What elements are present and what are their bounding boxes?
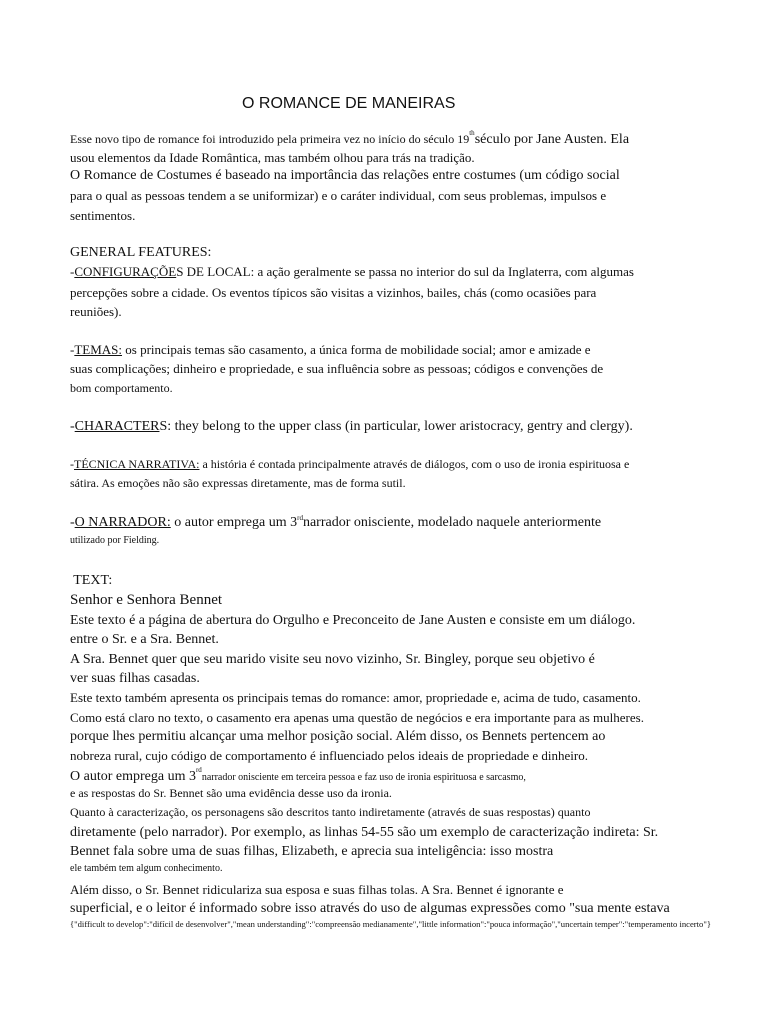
text-line-3: A Sra. Bennet quer que seu marido visite seu novo vizinho, Sr. Bingley, porque seu objetivo é [70, 652, 595, 667]
intro-line-4: para o qual as pessoas tendem a se uniformizar) e o caráter individual, com seus problemas, impulsos e [70, 188, 607, 203]
narrator-line-1 [70, 516, 601, 530]
themes-line-3: bom comportamento. [70, 381, 173, 395]
characters-label-rest: S [159, 419, 168, 434]
narrator-text-b: narrador onisciente, modelado naquele anteriormente [302, 515, 602, 530]
text-line-5: Este texto também apresenta os principais temas do romance: amor, propriedade e, acima de tudo, casamento. [70, 690, 641, 705]
setting-line-2: percepções sobre a cidade. Os eventos típicos são visitas a vizinhos, bailes, chás (como ocasiões para [70, 285, 597, 300]
setting-line-3: reuniões). [70, 304, 122, 319]
text-line-14: Além disso, o Sr. Bennet ridiculariza sua esposa e suas filhas tolas. A Sra. Bennet é ignorante e [70, 882, 564, 897]
narrator-text-a: o autor emprega um 3 [170, 515, 298, 530]
text-line-13: ele também tem algum conhecimento. [70, 863, 223, 874]
narrator-label: O NARRADOR: [74, 515, 171, 530]
setting-label: CONFIGURAÇÕE [74, 264, 177, 279]
superscript: rd [195, 766, 202, 774]
text-line-7: porque lhes permitiu alcançar uma melhor posição social. Além disso, os Bennets pertencem ao [70, 729, 606, 744]
dash: - [70, 342, 75, 357]
technique-label: TÉCNICA NARRATIVA: [74, 457, 200, 471]
general-features-heading: GENERAL FEATURES: [70, 245, 212, 260]
setting-text: : a ação geralmente se passa no interior do sul da Inglaterra, com algumas [250, 264, 634, 279]
themes-line-2: suas complicações; dinheiro e propriedade, e sua influência sobre as pessoas; códigos e convenções de [70, 361, 604, 376]
text-line-1: Este texto é a página de abertura do Orgulho e Preconceito de Jane Austen e consiste em um diálogo. [70, 613, 636, 628]
page-title: O ROMANCE DE MANEIRAS [242, 95, 456, 112]
setting-line-1 [70, 265, 634, 278]
author-line [70, 768, 526, 784]
text-line-8: nobreza rural, cujo código de comportamento é influenciado pelos ideais de propriedade e dinheiro. [70, 748, 589, 763]
text-line-4: ver suas filhas casadas. [70, 671, 200, 686]
text-line-15: superficial, e o leitor é informado sobre isso através do uso de algumas expressões como "sua mente estava [70, 901, 670, 916]
superscript: rd [297, 514, 303, 522]
characters-text: : they belong to the upper class (in particular, lower aristocracy, gentry and clergy). [167, 419, 633, 434]
dash: - [70, 515, 75, 530]
glossary-footer: {"difficult to develop":"difícil de desenvolver","mean understanding":"compreensão medianamente","little information":"pouca informação","uncertain temper":"temperamento incerto"} [70, 919, 711, 929]
text-subtitle: Senhor e Senhora Bennet [70, 592, 223, 608]
author-text-a: O autor emprega um 3 [70, 769, 196, 784]
intro-line-5: sentimentos. [70, 208, 136, 223]
text-line-9: e as respostas do Sr. Bennet são uma evidência desse uso da ironia. [70, 786, 392, 800]
text-line-10: Quanto à caracterização, os personagens são descritos tanto indiretamente (através de suas respostas) quanto [70, 805, 591, 819]
intro-line-3: O Romance de Costumes é baseado na importância das relações entre costumes (um código social [70, 168, 620, 183]
intro-line-2: usou elementos da Idade Romântica, mas também olhou para trás na tradição. [70, 150, 475, 165]
narrator-line-2: utilizado por Fielding. [70, 535, 160, 546]
intro-text-a: Esse novo tipo de romance foi introduzido pela primeira vez no início do século 19 [70, 132, 470, 146]
author-text-b: narrador onisciente em terceira pessoa e faz uso de ironia espirituosa e sarcasmo, [201, 772, 526, 783]
characters-label: CHARACTER [74, 419, 160, 434]
intro-text-b: século por Jane Austen. Ela [474, 132, 630, 147]
setting-label-rest: S DE LOCAL [176, 264, 251, 279]
text-line-11: diretamente (pelo narrador). Por exemplo, as linhas 54-55 são um exemplo de caracterização indireta: Sr. [70, 825, 659, 840]
dash: - [70, 457, 74, 471]
text-line-2: entre o Sr. e a Sra. Bennet. [70, 632, 219, 647]
superscript: th [469, 129, 475, 137]
text-heading: TEXT: [70, 573, 113, 588]
text-line-12: Bennet fala sobre uma de suas filhas, Elizabeth, e aprecia sua inteligência: isso mostra [70, 844, 554, 859]
characters-line [70, 420, 633, 434]
themes-label: TEMAS: [74, 342, 123, 357]
technique-text: a história é contada principalmente através de diálogos, com o uso de ironia espirituosa e [199, 457, 630, 471]
intro-line-1 [70, 131, 629, 147]
text-line-6: Como está claro no texto, o casamento era apenas uma questão de negócios e era importante para as mulheres. [70, 710, 644, 725]
dash: - [70, 264, 75, 279]
technique-line-2: sátira. As emoções não são expressas diretamente, mas de forma sutil. [70, 476, 406, 490]
technique-line-1 [70, 458, 629, 470]
dash: - [70, 419, 75, 434]
themes-text: os principais temas são casamento, a única forma de mobilidade social; amor e amizade e [122, 342, 591, 357]
themes-line-1 [70, 343, 591, 356]
